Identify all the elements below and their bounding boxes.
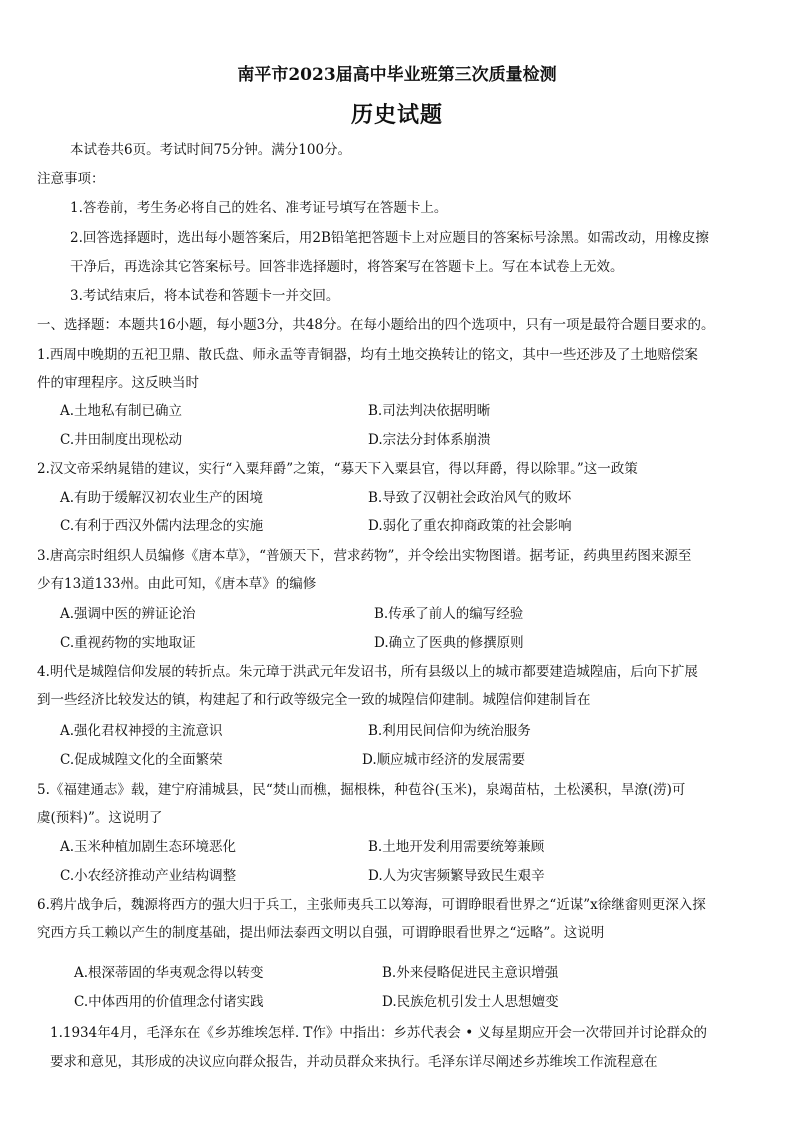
option-d: D.顺应城市经济的发展需要 xyxy=(362,752,526,768)
option-c: C.小农经济推动产业结构调整 xyxy=(60,868,237,884)
option-b: B.利用民间信仰为统治服务 xyxy=(368,723,531,739)
option-b: B.司法判决依据明晰 xyxy=(368,403,491,419)
question-stem: 件的审理程序。这反映当时 xyxy=(37,375,199,391)
question-stem: 少有13道133州。由此可知，《唐本草》的编修 xyxy=(37,576,317,592)
option-d: D.宗法分封体系崩溃 xyxy=(368,432,491,448)
option-a: A.玉米种植加剧生态环境恶化 xyxy=(60,839,237,855)
note-line: 3.考试结束后，将本试卷和答题卡一并交回。 xyxy=(70,288,340,304)
note-line: 2.回答选择题时，选出每小题答案后，用2B铅笔把答题卡上对应题目的答案标号涂黑。如需改动，用橡皮擦 xyxy=(70,230,709,246)
option-a: A.有助于缓解汉初农业生产的困境 xyxy=(60,490,264,506)
option-b: B.传承了前人的编写经验 xyxy=(374,606,524,622)
note-line: 干净后，再选涂其它答案标号。回答非选择题时，将答案写在答题卡上。写在本试卷上无效。 xyxy=(70,259,624,275)
note-line: 1.答卷前，考生务必将自己的姓名、准考证号填写在答题卡上。 xyxy=(70,200,448,216)
option-b: B.土地开发利用需要统筹兼顾 xyxy=(368,839,545,855)
option-d: D.确立了医典的修撰原则 xyxy=(374,635,524,651)
question-stem: 5.《福建通志》载，建宁府浦城县，民“焚山而樵，掘根株，种苞谷(玉米)，泉竭苗枯，土松溪积，旱潦(涝)可 xyxy=(37,782,686,798)
option-c: C.有利于西汉外儒内法理念的实施 xyxy=(60,518,264,534)
question-stem: 2.汉文帝采纳晁错的建议，实行“入粟拜爵”之策，“募天下入粟县官，得以拜爵，得以除罪。”这一政策 xyxy=(37,461,638,477)
subject-title: 历史试题 xyxy=(350,102,443,128)
option-d: D.人为灾害频繁导致民生艰辛 xyxy=(368,868,545,884)
question-stem: 3.唐高宗时组织人员编修《唐本草》，“普颁天下，营求药物”，并令绘出实物图谱。据考证，药典里药图来源至 xyxy=(37,548,692,564)
question-stem: 到一些经济比较发达的镇，构建起了和行政等级完全一致的城隍信仰建制。城隍信仰建制旨在 xyxy=(37,692,591,708)
option-b: B.外来侵略促进民主意识增强 xyxy=(382,965,559,981)
section-heading: 一、选择题：本题共16小题，每小题3分，共48分。在每小题给出的四个选项中，只有一项是最符合题目要求的。 xyxy=(37,317,715,333)
option-d: D.民族危机引发士人思想嬗变 xyxy=(382,994,559,1010)
option-c: C.重视药物的实地取证 xyxy=(60,635,196,651)
notes-heading: 注意事项： xyxy=(37,171,105,187)
question-stem: 1.西周中晚期的五祀卫鼎、散氏盘、师永盂等青铜器，均有土地交换转让的铭文，其中一些还涉及了土地赔偿案 xyxy=(37,347,698,363)
question-stem: 4.明代是城隍信仰发展的转折点。朱元璋于洪武元年发诏书，所有县级以上的城市都要建造城隍庙，后向下扩展 xyxy=(37,664,698,680)
question-stem: 虞(预料)”。这说明了 xyxy=(37,810,163,826)
option-a: A.根深蒂固的华夷观念得以转变 xyxy=(74,965,264,981)
option-b: B.导致了汉朝社会政治风气的败坏 xyxy=(368,490,572,506)
option-c: C.中体西用的价值理念付诸实践 xyxy=(74,994,264,1010)
question-stem: 要求和意见，其形成的决议应向群众报告，并动员群众来执行。毛泽东详尽阐述乡苏维埃工作流程意在 xyxy=(50,1054,658,1070)
intro-text: 本试卷共6页。考试时间75分钟。满分100分。 xyxy=(70,142,352,158)
option-a: A.强调中医的辨证论治 xyxy=(60,606,196,622)
option-d: D.弱化了重农抑商政策的社会影响 xyxy=(368,518,572,534)
question-stem: 究西方兵工赖以产生的制度基础，提出师法泰西文明以自强，可谓睁眼看世界之“远略”。这说明 xyxy=(37,925,605,941)
option-c: C.井田制度出现松动 xyxy=(60,432,183,448)
option-a: A.强化君权神授的主流意识 xyxy=(60,723,223,739)
option-a: A.土地私有制已确立 xyxy=(60,403,183,419)
option-c: C.促成城隍文化的全面繁荣 xyxy=(60,752,223,768)
question-stem: 6.鸦片战争后，魏源将西方的强大归于兵工，主张师夷兵工以筹海，可谓睁眼看世界之“近谋”x徐继畲则更深入探 xyxy=(37,897,706,913)
question-stem: 1.1934年4月，毛泽东在《乡苏维埃怎样. T作》中指出：乡苏代表会 • 义每星期应开会一次带回并讨论群众的 xyxy=(50,1025,707,1041)
exam-title: 南平市2023届高中毕业班第三次质量检测 xyxy=(237,65,557,85)
